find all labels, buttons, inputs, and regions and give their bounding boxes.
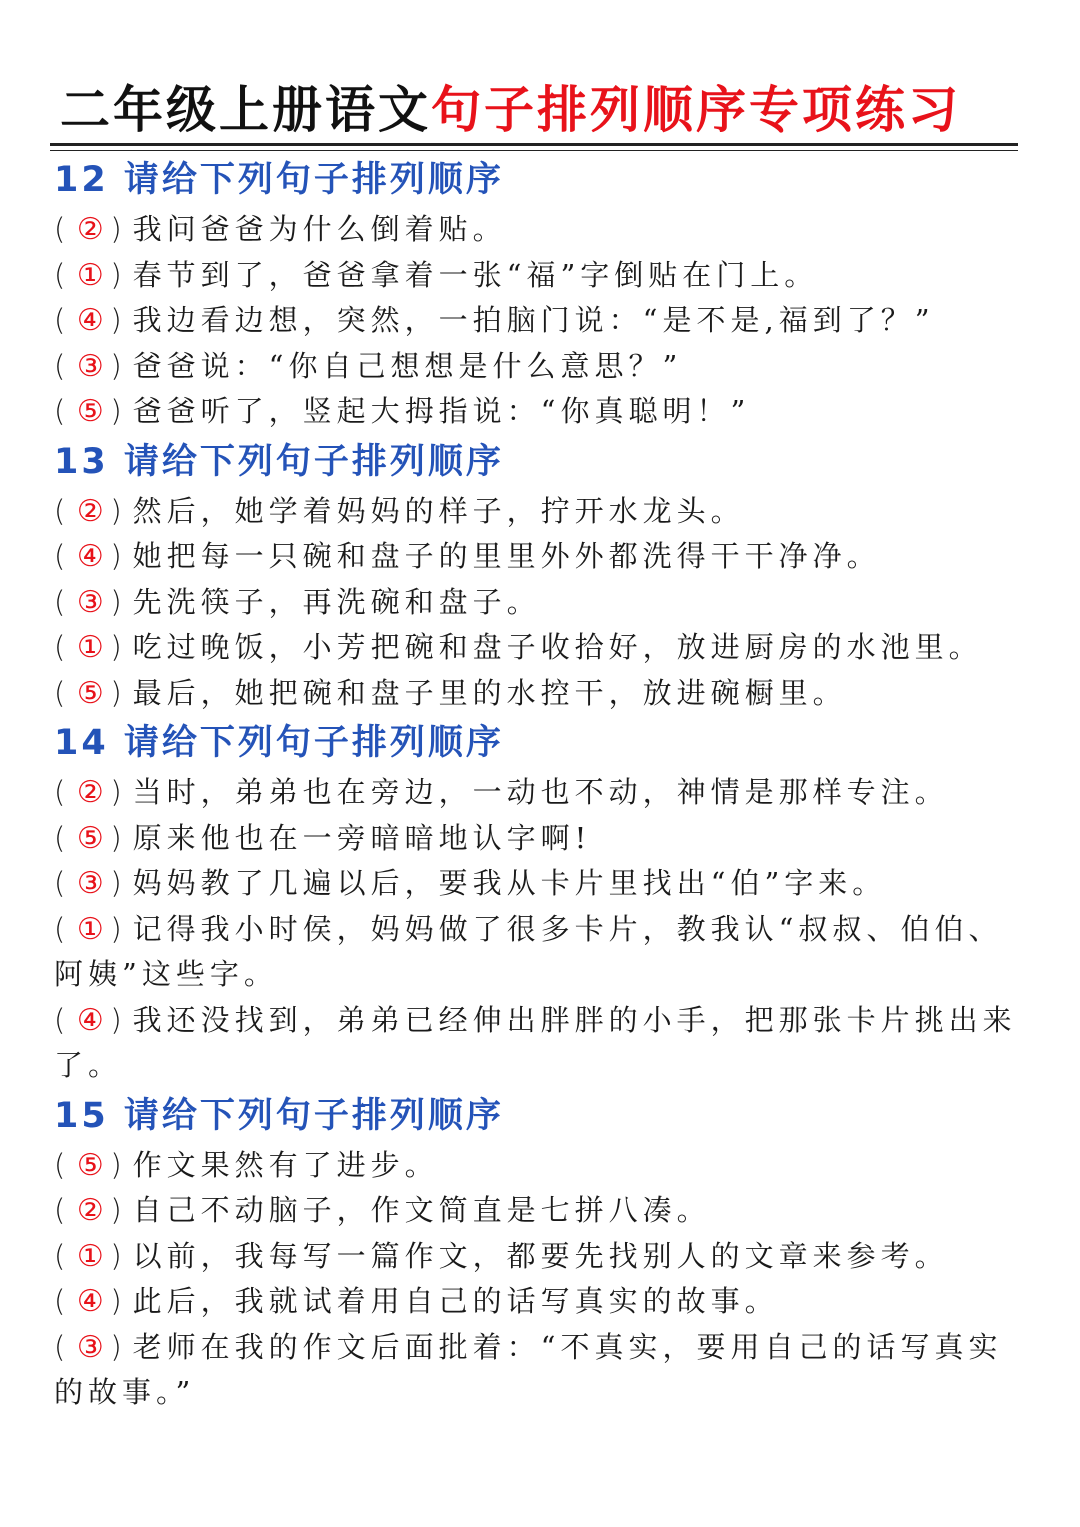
sentence-item [54,861,1034,907]
answer-number: ② [76,1193,104,1228]
sentence-item [54,998,1034,1089]
close-paren: ) [110,303,127,337]
answer-number: ① [76,1238,104,1274]
sentence-text: 以前，我每写一篇作文，都要先找别人的文章来参考。 [132,1238,949,1273]
close-paren: ) [110,539,127,573]
exercise-section [54,716,1034,1089]
open-paren: ( [54,493,71,528]
answer-number: ⑤ [76,394,104,429]
sentence-text: 春节到了，爸爸拿着一张“福”字倒贴在门上。 [132,257,819,292]
close-paren: ) [110,348,127,383]
sentence-text: 老师在我的作文后面批着：“不真实，要用自己的话写真实的故事。” [54,1329,1003,1409]
sentence-item [54,625,1034,671]
exercise-section [54,435,1034,717]
sentence-text: 我还没找到，弟弟已经伸出胖胖的小手，把那张卡片挑出来了。 [54,1002,1017,1082]
answer-number: ② [76,212,104,247]
sentence-text: 爸爸说：“你自己想想是什么意思？” [132,348,683,383]
sentence-text: 自己不动脑子，作文简直是七拼八凑。 [132,1193,711,1227]
sentence-item [54,907,1034,998]
close-paren: ) [110,911,127,946]
section-title: 15 请给下列句子排列顺序 [54,1095,504,1136]
sentence-text: 记得我小时侯，妈妈做了很多卡片，教我认“叔叔、伯伯、阿姨”这些字。 [54,911,1003,991]
title-red-part: 句子排列顺序专项练习 [431,81,961,139]
open-paren: ( [54,212,71,246]
close-paren: ) [110,212,127,246]
sentence-text: 爸爸听了，竖起大拇指说：“你真聪明！” [132,394,751,428]
sentence-item [54,298,1034,344]
section-title: 14 请给下列句子排列顺序 [54,723,504,763]
close-paren: ) [110,630,127,664]
open-paren: ( [54,584,71,619]
sentence-text: 先洗筷子，再洗碗和盘子。 [132,584,541,619]
title-underline-thick [50,143,1018,146]
answer-number: ① [76,257,104,293]
open-paren: ( [54,257,71,292]
open-paren: ( [54,1329,71,1364]
sentence-text: 吃过晚饭，小芳把碗和盘子收拾好，放进厨房的水池里。 [132,630,983,664]
sentence-item [54,389,1034,435]
sentence-text: 妈妈教了几遍以后，要我从卡片里找出“伯”字来。 [132,866,887,900]
close-paren: ) [110,1329,127,1364]
close-paren: ) [110,1147,127,1182]
exercise-section [54,1089,1034,1416]
answer-number: ⑤ [76,675,104,711]
sentence-text: 作文果然有了进步。 [132,1147,439,1182]
page-title [60,82,1020,138]
close-paren: ) [110,675,127,710]
section-title: 13 请给下列句子排列顺序 [54,441,504,482]
open-paren: ( [54,1147,71,1182]
open-paren: ( [54,539,71,573]
open-paren: ( [54,866,71,900]
sentence-item [54,816,1034,862]
answer-number: ⑤ [76,820,104,856]
answer-number: ① [76,911,104,947]
open-paren: ( [54,303,71,337]
sentence-item [54,770,1034,816]
answer-number: ③ [76,348,104,384]
sentence-text: 我问爸爸为什么倒着贴。 [132,212,507,246]
open-paren: ( [54,1238,71,1273]
sentence-text: 最后，她把碗和盘子里的水控干，放进碗橱里。 [132,675,847,710]
close-paren: ) [110,866,127,900]
sentence-text: 原来他也在一旁暗暗地认字啊! [132,820,592,855]
close-paren: ) [110,1002,127,1037]
sentence-item [54,1188,1034,1234]
close-paren: ) [110,493,127,528]
answer-number: ③ [76,1329,104,1365]
sentence-item [54,207,1034,253]
sentence-text: 我边看边想，突然，一拍脑门说：“是不是,福到了？” [132,303,935,337]
sentence-text: 当时，弟弟也在旁边，一动也不动，神情是那样专注。 [132,775,949,809]
sentence-item [54,534,1034,580]
sentence-text: 然后，她学着妈妈的样子，拧开水龙头。 [132,493,745,528]
section-title: 12 请给下列句子排列顺序 [54,160,504,200]
answer-number: ③ [76,584,104,620]
sentence-item [54,344,1034,390]
close-paren: ) [110,1193,127,1227]
open-paren: ( [54,1284,71,1318]
answer-number: ④ [76,539,104,574]
open-paren: ( [54,675,71,710]
close-paren: ) [110,1238,127,1273]
sentence-item [54,580,1034,626]
open-paren: ( [54,1002,71,1037]
open-paren: ( [54,775,71,809]
close-paren: ) [110,257,127,292]
sentence-item [54,1234,1034,1280]
open-paren: ( [54,1193,71,1227]
close-paren: ) [110,775,127,809]
answer-number: ④ [76,303,104,338]
sentence-item [54,1325,1034,1416]
title-underline-thin [50,150,1018,151]
close-paren: ) [110,820,127,855]
sentence-item [54,489,1034,535]
answer-number: ① [76,630,104,665]
answer-number: ② [76,493,104,529]
answer-number: ⑤ [76,1147,104,1183]
open-paren: ( [54,348,71,383]
open-paren: ( [54,630,71,664]
close-paren: ) [110,1284,127,1318]
exercise-section [54,153,1034,435]
title-black-part: 二年级上册语文 [60,81,431,139]
open-paren: ( [54,820,71,855]
exercise-list [54,153,1034,1416]
open-paren: ( [54,911,71,946]
sentence-text: 她把每一只碗和盘子的里里外外都洗得干干净净。 [132,539,881,573]
close-paren: ) [110,584,127,619]
sentence-item [54,671,1034,717]
answer-number: ④ [76,1002,104,1038]
close-paren: ) [110,394,127,428]
sentence-item [54,1143,1034,1189]
answer-number: ③ [76,866,104,901]
answer-number: ② [76,775,104,810]
sentence-item [54,253,1034,299]
sentence-text: 此后，我就试着用自己的话写真实的故事。 [132,1284,779,1318]
answer-number: ④ [76,1284,104,1319]
sentence-item [54,1279,1034,1325]
open-paren: ( [54,394,71,428]
